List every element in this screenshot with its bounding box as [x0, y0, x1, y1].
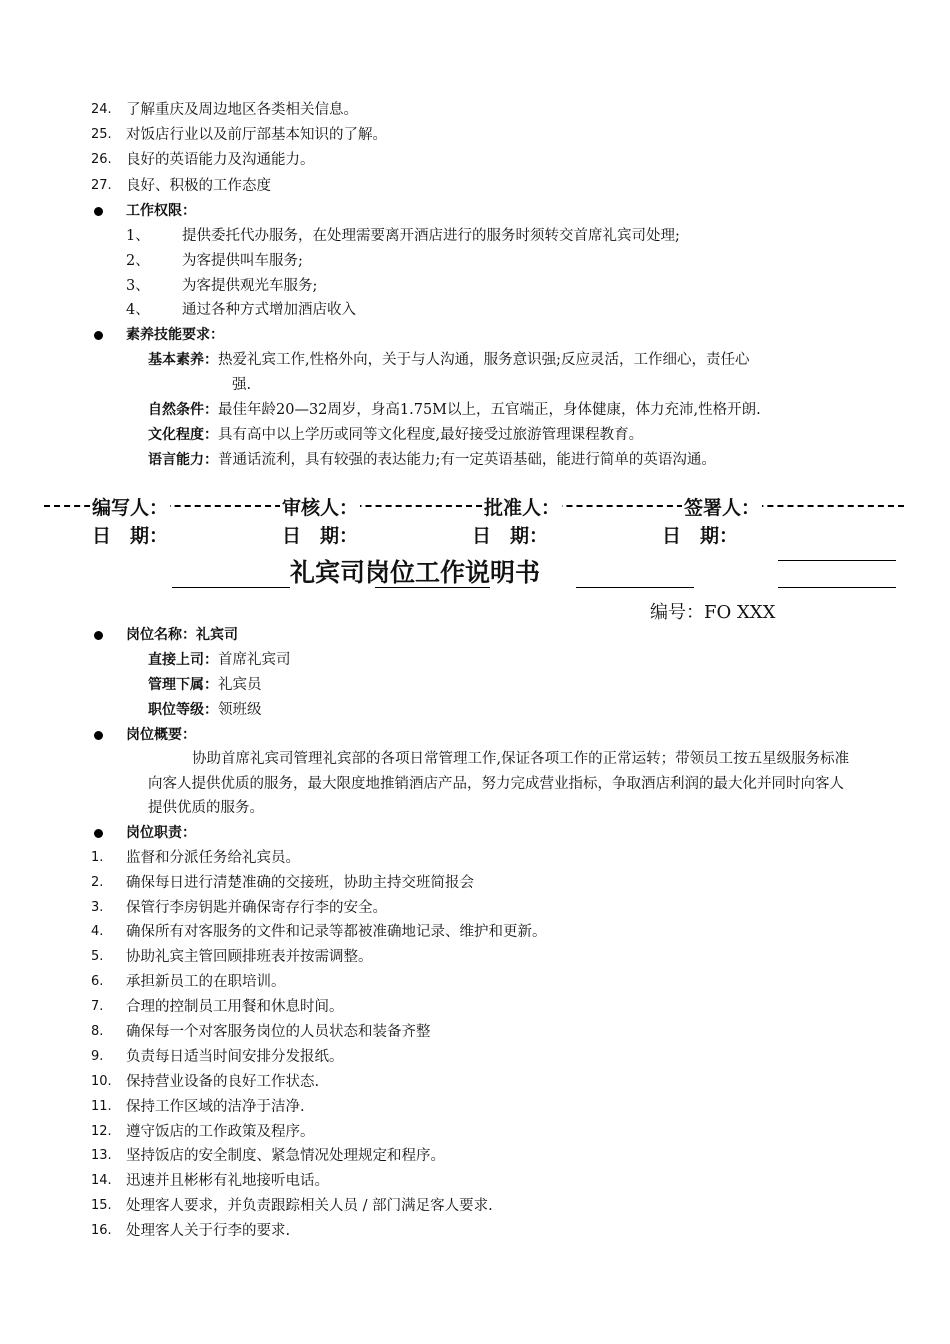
title-underline: [375, 587, 490, 588]
section-heading: 素养技能要求：: [126, 327, 224, 343]
bullet-icon: [94, 207, 103, 216]
date-label: 日 期：: [92, 525, 169, 547]
approver-label: 批准人：: [484, 497, 561, 519]
position-grade: 职位等级：领班级: [148, 702, 262, 718]
writer-label: 编写人：: [92, 497, 169, 519]
signer-label: 签署人：: [684, 497, 761, 519]
skill-language: 语言能力：普通话流利，具有较强的表达能力;有一定英语基础，能进行简单的英语沟通。: [148, 452, 716, 468]
skill-basic: 基本素养：热爱礼宾工作,性格外向，关于与人沟通，服务意识强;反应灵活，工作细心，责任心: [148, 352, 750, 368]
dashed-divider: [44, 505, 904, 507]
skill-natural: 自然条件：最佳年龄20—32周岁，身高1.75M以上，五官端正，身体健康，体力充沛,性格开朗.: [148, 402, 761, 418]
bullet-icon: [94, 829, 103, 838]
title-underline: [778, 587, 896, 588]
position-name: 岗位名称：礼宾司: [126, 627, 238, 643]
skill-education: 文化程度：具有高中以上学历或同等文化程度,最好接受过旅游管理课程教育。: [148, 427, 644, 443]
bullet-icon: [94, 731, 103, 740]
document-page: 24. 了解重庆及周边地区各类相关信息。 25. 对饭店行业以及前厅部基本知识的了解。 26. 良好的英语能力及沟通能力。 27. 良好、积极的工作态度 工作权限： 1、 提供委托代办服务，在处理需要离开酒店进行的服务时须转交首席礼宾司处理; 2、 为客提供叫车服务; 3、 为客提供观光车服务; 4、 通过各种方式增加酒店收入 素养技能要求： 基本素养：热爱礼宾工作,性格外向，关于与人沟通，服务意识强;反应灵活，工作细心，责任心 强. 自然条件：最佳年龄20—32周岁，身高1.75M以上，五官端正，身体健康，体力充沛,性格开朗. 文化程度：具有高中以上学历或同等文化程度,最好接受过旅游管理课程教育。 语言能力：普通话流利，具有较强的表达能力;有一定英语基础，能进行简单的英语沟通。 编写人： 审核人： 批准人： 签署人： 日 期： 日 期： 日 期： 日 期： 礼宾司岗位工作说明书 编号：FO XXX 岗位名称：礼宾司 直接上司：首席礼宾司 管理下属：礼宾员 职位等级：领班级 岗位概要： 协助首席礼宾司管理礼宾部的各项日常管理工作,保证各项工作的正常运转；带领员工按五星级服务标准向客人提供优质的服务，最大限度地推销酒店产品，努力完成营业指标，争取酒店利润的最大化并同时向客人提供优质的服务。 岗位职责： 1. 监督和分派任务给礼宾员。 2. 确保每日进行清楚准确的交接班，协助主持交班简报会 3. 保管行李房钥匙并确保寄存行李的安全。 4. 确保所有对客服务的文件和记录等都被准确地记录、维护和更新。 5. 协助礼宾主管回顾排班表并按需调整。 6. 承担新员工的在职培训。 7. 合理的控制员工用餐和休息时间。 8. 确保每一个对客服务岗位的人员状态和装备齐整 9. 负责每日适当时间安排分发报纸。 10. 保持营业设备的良好工作状态. 11. 保持工作区域的洁净于洁净. 12. 遵守饭店的工作政策及程序。 13. 坚持饭店的安全制度、紧急情况处理规定和程序。 14. 迅速并且彬彬有礼地接听电话。 15. 处理客人要求，并负责跟踪相关人员 / 部门满足客人要求. 16. 处理客人关于行李的要求.: [0, 0, 950, 1344]
date-label: 日 期：: [662, 525, 739, 547]
position-superior: 直接上司：首席礼宾司: [148, 652, 291, 668]
section-heading: 岗位职责：: [126, 825, 196, 841]
title-underline: [172, 587, 290, 588]
reviewer-label: 审核人：: [282, 497, 359, 519]
page-title: 礼宾司岗位工作说明书: [290, 558, 541, 587]
document-code: 编号：FO XXX: [650, 602, 776, 623]
position-subordinate: 管理下属：礼宾员: [148, 677, 262, 693]
summary-paragraph: 协助首席礼宾司管理礼宾部的各项日常管理工作,保证各项工作的正常运转；带领员工按五星级服务标准向客人提供优质的服务，最大限度地推销酒店产品，努力完成营业指标，争取酒店利润的最大化并同时向客人提供优质的服务。: [148, 751, 850, 816]
title-underline: [576, 587, 694, 588]
section-heading: 岗位概要：: [126, 727, 196, 743]
date-label: 日 期：: [472, 525, 549, 547]
bullet-icon: [94, 631, 103, 640]
title-underline: [778, 560, 896, 561]
skill-basic-cont: 强.: [232, 377, 252, 393]
section-heading: 工作权限：: [126, 203, 196, 219]
bullet-icon: [94, 331, 103, 340]
date-label: 日 期：: [282, 525, 359, 547]
